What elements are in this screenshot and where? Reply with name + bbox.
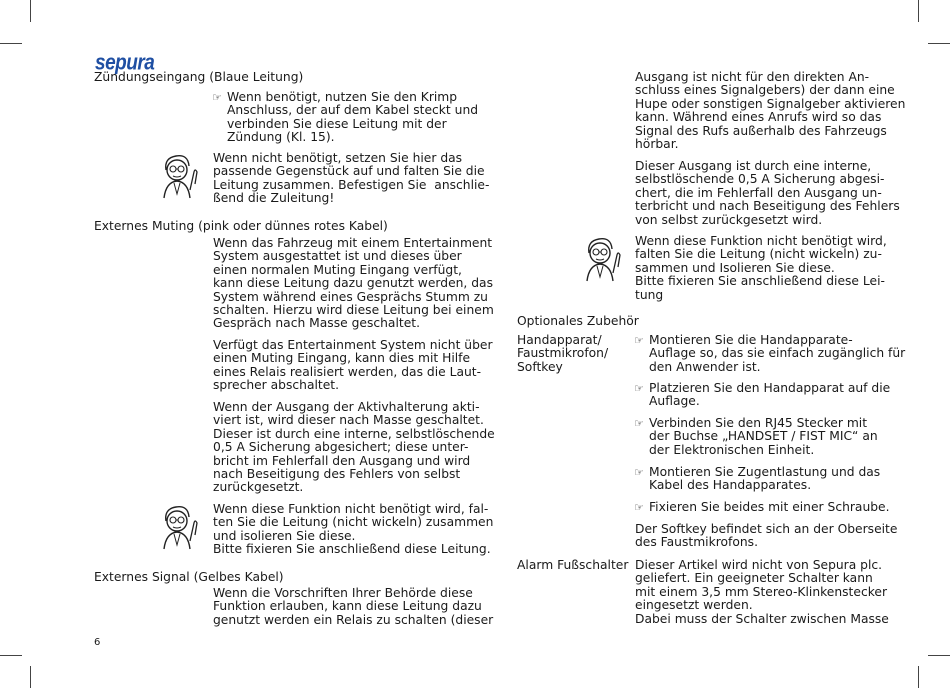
note-text: Wenn diese Funktion nicht benötigt wird, falten Sie die Leitung (nicht wickeln) zu- sammen und Isolieren Sie diese. Bitte fixieren Sie anschließend diese Lei- tung bbox=[635, 234, 887, 302]
trim-mark bbox=[928, 655, 950, 656]
bullet-text: Wenn benötigt, nutzen Sie den Krimp Anschluss, der auf dem Kabel steckt und verbinden Sie diese Leitung mit der Zündung (Kl. 15). bbox=[227, 90, 479, 145]
bullet-text: Platzieren Sie den Handapparat auf die Auflage. bbox=[649, 381, 891, 409]
paragraph: Wenn das Fahrzeug mit einem Entertainment System ausgestattet ist und dieses über einen normalen Muting Eingang verfügt, kann diese Leitung dazu genutzt werden, das System während eines Gesprächs Stumm zu schalten. Hierzu wird diese Leitung bei einem Gespräch nach Masse geschaltet. bbox=[213, 236, 494, 331]
pointing-hand-icon: ☞ bbox=[634, 417, 644, 430]
bullet-item bbox=[634, 334, 905, 374]
trim-mark bbox=[918, 0, 919, 22]
advisor-figure-icon bbox=[581, 233, 629, 285]
paragraph: Ausgang ist nicht für den direkten An- schluss eines Signalgebers) der dann eine Hupe oder sonstigen Signalgeber aktivieren kann. Während eines Anrufs wird so das Signal des Rufs außerhalb des Fahrzeugs hörbar. bbox=[635, 70, 906, 152]
trim-mark bbox=[30, 666, 31, 688]
pointing-hand-icon: ☞ bbox=[634, 466, 644, 479]
bullet-text: Fixieren Sie beides mit einer Schraube. bbox=[649, 500, 890, 514]
pointing-hand-icon: ☞ bbox=[634, 334, 644, 347]
note-text: Wenn nicht benötigt, setzen Sie hier das passende Gegenstück auf und falten Sie die Leitung zusammen. Befestigen Sie anschlie- ßend die Zuleitung! bbox=[213, 151, 490, 206]
bullet-item bbox=[634, 466, 880, 493]
bullet-item bbox=[634, 382, 890, 409]
section-heading-muting: Externes Muting (pink oder dünnes rotes Kabel) bbox=[94, 219, 388, 233]
trim-mark bbox=[30, 0, 31, 22]
bullet-text: Montieren Sie die Handapparate- Auflage so, das sie einfach zugänglich für den Anwender ist. bbox=[649, 333, 906, 374]
trim-mark bbox=[928, 43, 950, 44]
section-heading-ignition: Zündungseingang (Blaue Leitung) bbox=[94, 70, 304, 84]
pointing-hand-icon: ☞ bbox=[634, 382, 644, 395]
paragraph: Verfügt das Entertainment System nicht über einen Muting Eingang, kann dies mit Hilfe eines Relais realisiert werden, das die Laut- sprecher abschaltet. bbox=[213, 338, 493, 393]
trim-mark bbox=[918, 666, 919, 688]
bullet-item bbox=[634, 417, 878, 457]
bullet-text: Montieren Sie Zugentlastung und das Kabel des Handapparates. bbox=[649, 465, 881, 493]
section-heading-signal: Externes Signal (Gelbes Kabel) bbox=[94, 570, 284, 584]
bullet-item bbox=[634, 501, 890, 514]
item-label-alarm: Alarm Fußschalter bbox=[517, 558, 629, 572]
advisor-figure-icon bbox=[158, 501, 206, 553]
sepura-logo: sepura bbox=[95, 51, 155, 76]
paragraph: Der Softkey befindet sich an der Oberseite des Faustmikrofons. bbox=[635, 522, 898, 550]
advisor-figure-icon bbox=[158, 150, 206, 202]
item-label-handset: Handapparat/ Faustmikrofon/ Softkey bbox=[517, 333, 609, 374]
paragraph: Dieser Ausgang ist durch eine interne, selbstlöschende 0,5 A Sicherung abgesi- chert, die im Fehlerfall den Ausgang un- terbricht und nach Beseitigung des Fehlers von selbst zurückgesetzt wird. bbox=[635, 159, 900, 227]
section-heading-optional: Optionales Zubehör bbox=[517, 314, 639, 328]
pointing-hand-icon: ☞ bbox=[634, 501, 644, 514]
bullet-text: Verbinden Sie den RJ45 Stecker mit der Buchse „HANDSET / FIST MIC“ an der Elektronischen Einheit. bbox=[649, 416, 878, 457]
trim-mark bbox=[0, 43, 22, 44]
paragraph: Dieser Artikel wird nicht von Sepura plc. geliefert. Ein geeigneter Schalter kann mit einem 3,5 mm Stereo-Klinkenstecker eingesetzt werden. Dabei muss der Schalter zwischen Masse bbox=[635, 558, 889, 626]
trim-mark bbox=[0, 655, 22, 656]
pointing-hand-icon: ☞ bbox=[212, 91, 222, 104]
bullet-item bbox=[212, 91, 478, 145]
note-text: Wenn diese Funktion nicht benötigt wird, fal- ten Sie die Leitung (nicht wickeln) zusammen und isolieren Sie diese. Bitte fixieren Sie anschließend diese Leitung. bbox=[213, 502, 494, 557]
page-number: 6 bbox=[94, 637, 101, 648]
paragraph: Wenn die Vorschriften Ihrer Behörde diese Funktion erlauben, kann diese Leitung dazu genutzt werden ein Relais zu schalten (dieser bbox=[213, 586, 494, 627]
paragraph: Wenn der Ausgang der Aktivhalterung akti- viert ist, wird dieser nach Masse geschaltet. Dieser ist durch eine interne, selbstlöschende 0,5 A Sicherung abgesichert; diese unter- bricht im Fehlerfall den Ausgang und wird nach Beseitigung des Fehlers von selbst zurückgesetzt. bbox=[213, 400, 495, 495]
